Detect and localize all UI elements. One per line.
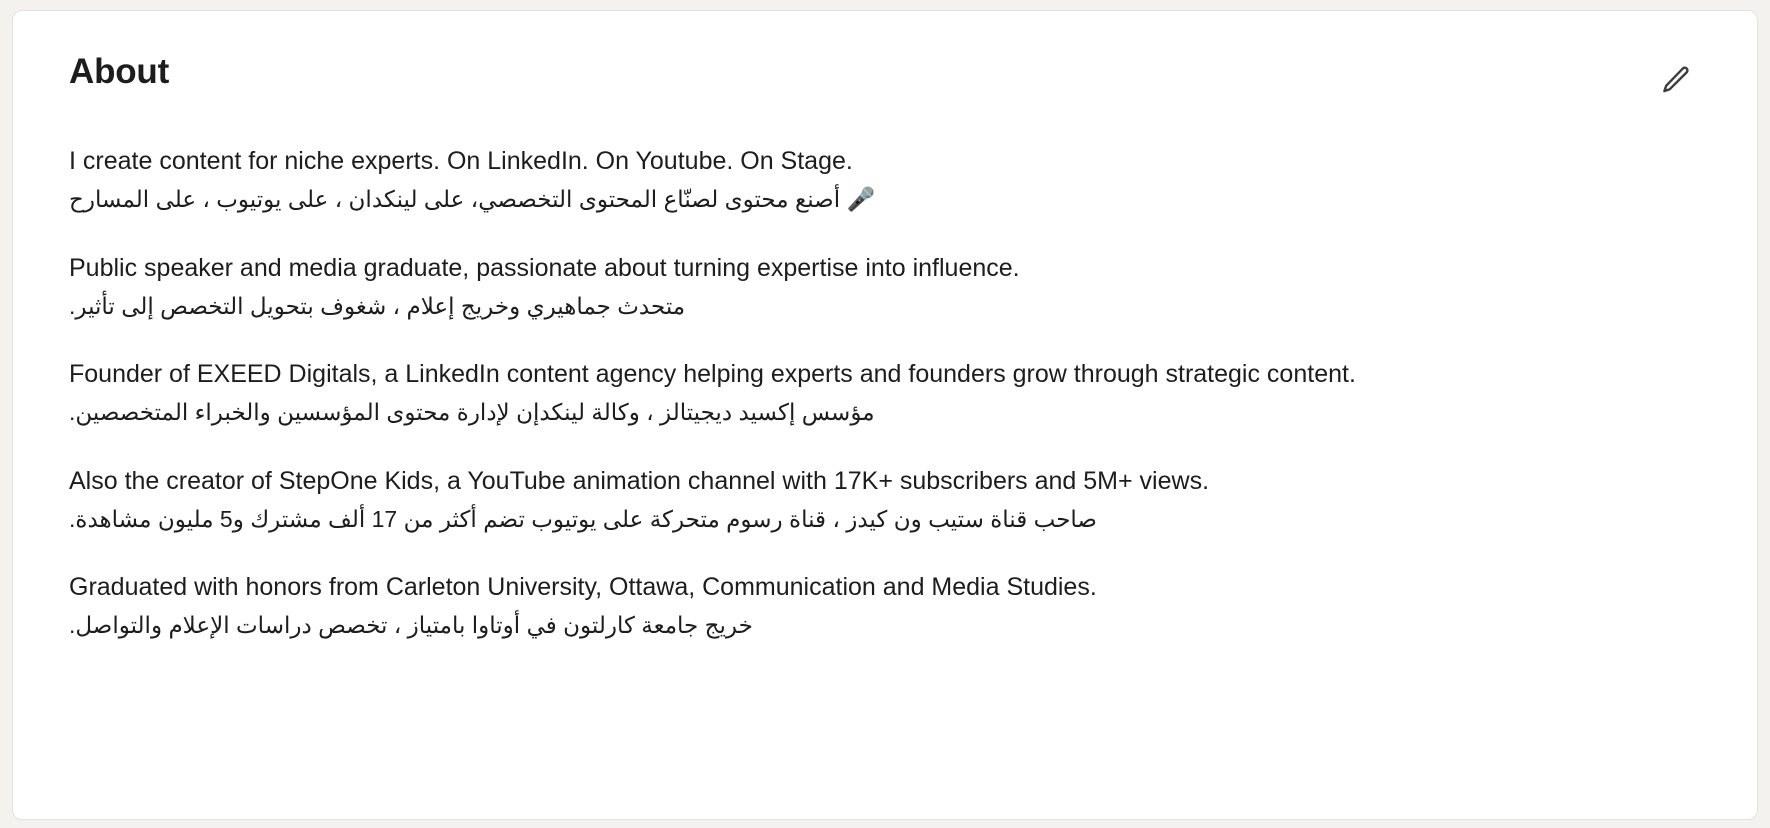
about-paragraph <box>69 571 1701 643</box>
about-paragraph-english: Also the creator of StepOne Kids, a YouTube animation channel with 17K+ subscribers and 5M+ views. <box>69 466 1210 495</box>
about-paragraph-english: Founder of EXEED Digitals, a LinkedIn content agency helping experts and founders grow through strategic content. <box>69 360 1356 388</box>
about-card <box>12 10 1758 820</box>
page-title: About <box>69 52 170 91</box>
about-paragraph-english: Public speaker and media graduate, passionate about turning expertise into influence. <box>69 253 1020 282</box>
pencil-edit-icon[interactable] <box>1655 59 1697 101</box>
about-paragraph <box>69 465 1701 537</box>
about-paragraph-english: Graduated with honors from Carleton University, Ottawa, Communication and Media Studies. <box>69 573 1097 601</box>
about-paragraph <box>69 145 1701 217</box>
about-paragraph-english: I create content for niche experts. On LinkedIn. On Youtube. On Stage. <box>69 147 853 175</box>
about-paragraph <box>69 358 1701 430</box>
about-card-header <box>69 53 1701 101</box>
about-text-body <box>69 145 1701 643</box>
about-paragraph-arabic: 🎤 أصنع محتوى لصنّاع المحتوى التخصصي، على لينكدان ، على يوتيوب ، على المسارح <box>69 186 876 212</box>
about-paragraph-arabic: مؤسس إكسيد ديجيتالز ، وكالة لينكدإن لإدارة محتوى المؤسسين والخبراء المتخصصين. <box>69 399 875 425</box>
pencil-edit-icon-svg <box>1659 63 1693 97</box>
about-paragraph-arabic: خريج جامعة كارلتون في أوتاوا بامتياز ، تخصص دراسات الإعلام والتواصل. <box>69 612 753 638</box>
about-paragraph <box>69 252 1701 324</box>
about-paragraph-arabic: متحدث جماهيري وخريج إعلام ، شغوف بتحويل التخصص إلى تأثير. <box>69 292 686 319</box>
about-paragraph-arabic: صاحب قناة ستيب ون كيدز ، قناة رسوم متحركة على يوتيوب تضم أكثر من 17 ألف مشترك و5 مليون مشاهدة. <box>69 505 1097 532</box>
